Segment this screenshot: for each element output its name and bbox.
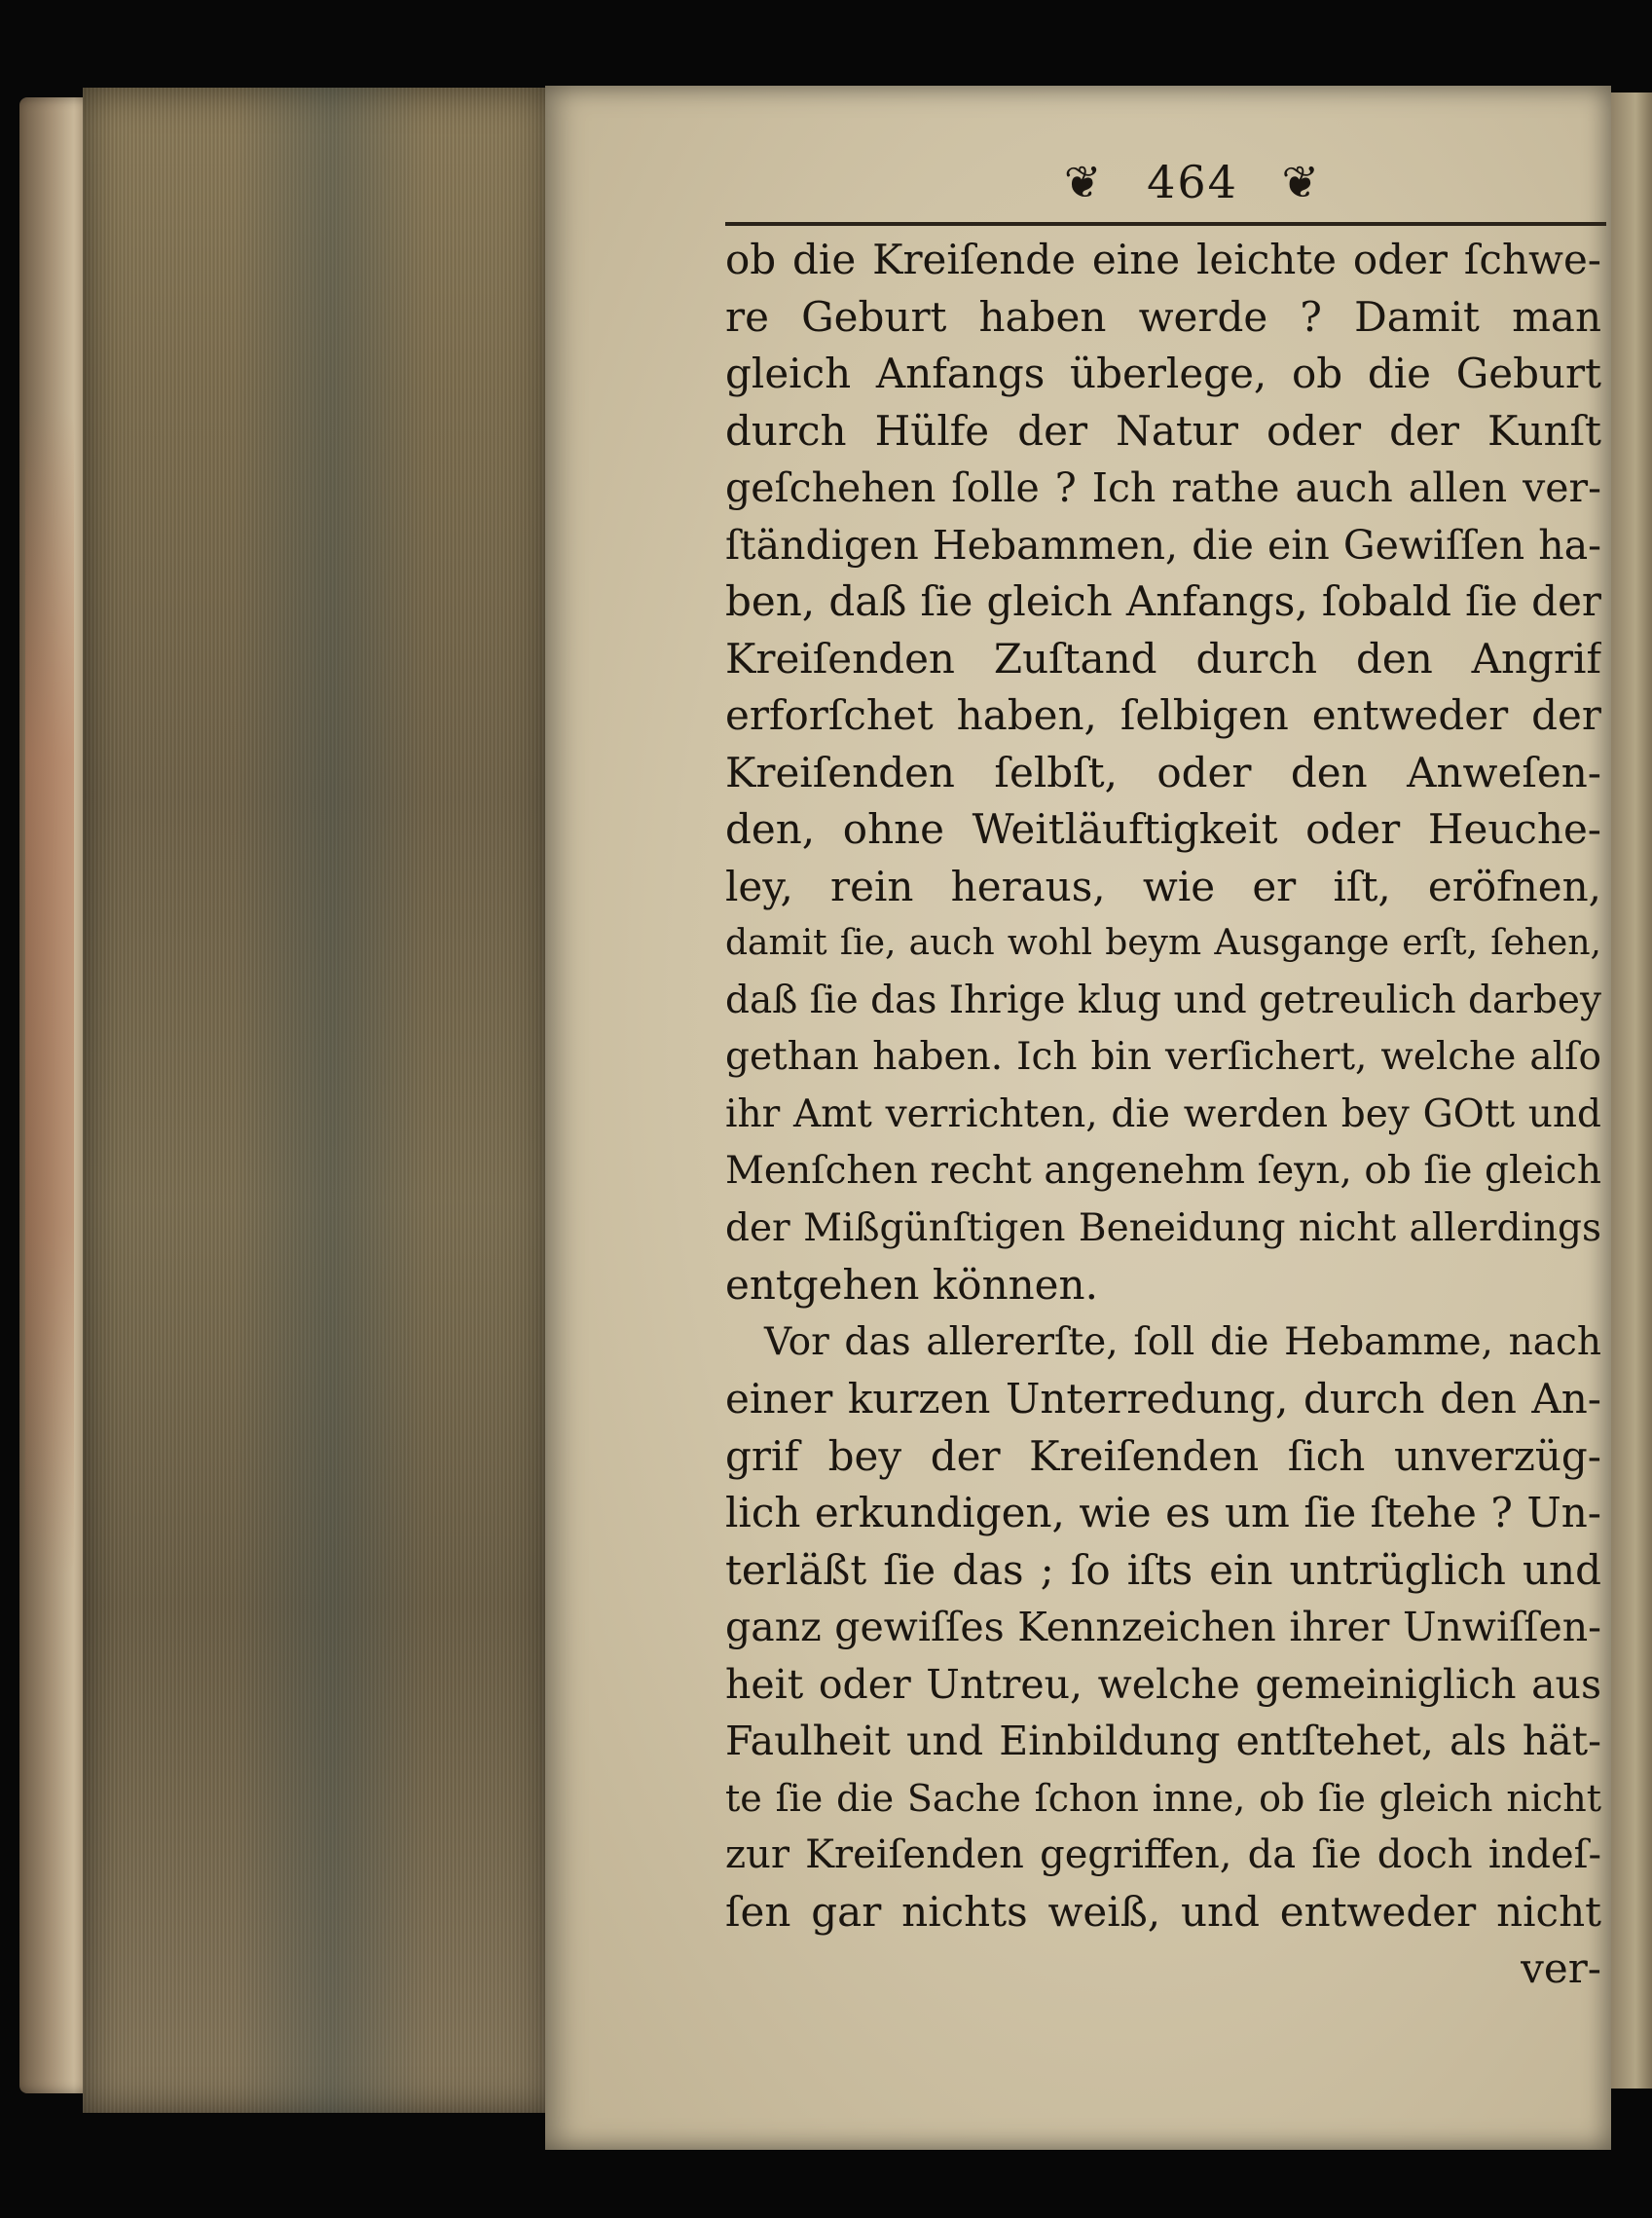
text-line: geſchehen ſolle ? Ich rathe auch allen ver‑ bbox=[725, 464, 1601, 511]
page-header bbox=[1032, 156, 1353, 214]
text-line: damit ſie, auch wohl beym Ausgange erſt, ſehen, bbox=[725, 923, 1601, 963]
text-line: te ſie die Sache ſchon inne, ob ſie gleich nicht bbox=[725, 1776, 1601, 1820]
text-line: Faulheit und Einbildung entſtehet, als hät‑ bbox=[725, 1718, 1601, 1764]
text-line: Kreiſenden Zuſtand durch den Angrif bbox=[725, 634, 1601, 683]
page-block-shadow bbox=[234, 88, 428, 2113]
text-line: Kreiſenden ſelbſt, oder den Anweſen‑ bbox=[725, 748, 1601, 796]
text-line: gethan haben. Ich bin verſichert, welche alſo bbox=[725, 1035, 1601, 1079]
text-line: zur Kreiſenden gegriffen, da ſie doch indeſ‑ bbox=[725, 1832, 1601, 1877]
text-line: re Geburt haben werde ? Damit man bbox=[725, 292, 1601, 341]
text-line: ihr Amt verrichten, die werden bey GOtt und bbox=[725, 1091, 1601, 1136]
text-line: der Mißgünſtigen Beneidung nicht allerdings bbox=[725, 1205, 1601, 1250]
catchword: ver‑ bbox=[1521, 1944, 1601, 1992]
text-line: Vor das allererſte, ſoll die Hebamme, nach bbox=[764, 1319, 1601, 1364]
facing-page-edge bbox=[1611, 92, 1652, 2089]
cover-stain bbox=[25, 409, 74, 1577]
header-ornament-left-icon: ❦ bbox=[1063, 156, 1104, 208]
text-line: ſtändigen Hebammen, die ein Gewiſſen ha‑ bbox=[725, 521, 1601, 569]
text-line: einer kurzen Unterredung, durch den An‑ bbox=[725, 1375, 1601, 1423]
text-line: grif bey der Kreiſenden ſich unverzüg‑ bbox=[725, 1431, 1601, 1480]
text-line: durch Hülfe der Natur oder der Kunſt bbox=[725, 406, 1601, 455]
text-line: den, ohne Weitläuftigkeit oder Heuche‑ bbox=[725, 805, 1601, 853]
text-line: ſen gar nichts weiß, und entweder nicht bbox=[725, 1887, 1601, 1936]
text-line: lich erkundigen, wie es um ſie ſtehe ? Un‑ bbox=[725, 1489, 1601, 1536]
page-number: 464 bbox=[1147, 156, 1238, 208]
text-line: ley, rein heraus, wie er iſt, eröfnen, bbox=[725, 862, 1601, 910]
header-rule bbox=[725, 222, 1606, 226]
text-line: erforſchet haben, ſelbigen entweder der bbox=[725, 691, 1601, 739]
text-line: ganz gewiſſes Kennzeichen ihrer Unwiſſen‑ bbox=[725, 1604, 1601, 1650]
text-line: ben, daß ſie gleich Anfangs, ſobald ſie der bbox=[725, 577, 1601, 625]
header-ornament-right-icon: ❦ bbox=[1281, 156, 1322, 208]
text-line: gleich Anfangs überlege, ob die Geburt bbox=[725, 350, 1601, 397]
text-line: entgehen können. bbox=[725, 1261, 1098, 1309]
text-line: terläßt ſie das ; ſo iſts ein untrüglich und bbox=[725, 1545, 1601, 1594]
text-line: heit oder Untreu, welche gemeiniglich aus bbox=[725, 1660, 1601, 1708]
text-line: daß ſie das Ihrige klug und getreulich darbey bbox=[725, 978, 1601, 1022]
page-body-text bbox=[725, 232, 1601, 1998]
text-line: Menſchen recht angenehm ſeyn, ob ſie gleich bbox=[725, 1149, 1601, 1193]
text-line: ob die Kreiſende eine leichte oder ſchwe‑ bbox=[725, 236, 1601, 283]
